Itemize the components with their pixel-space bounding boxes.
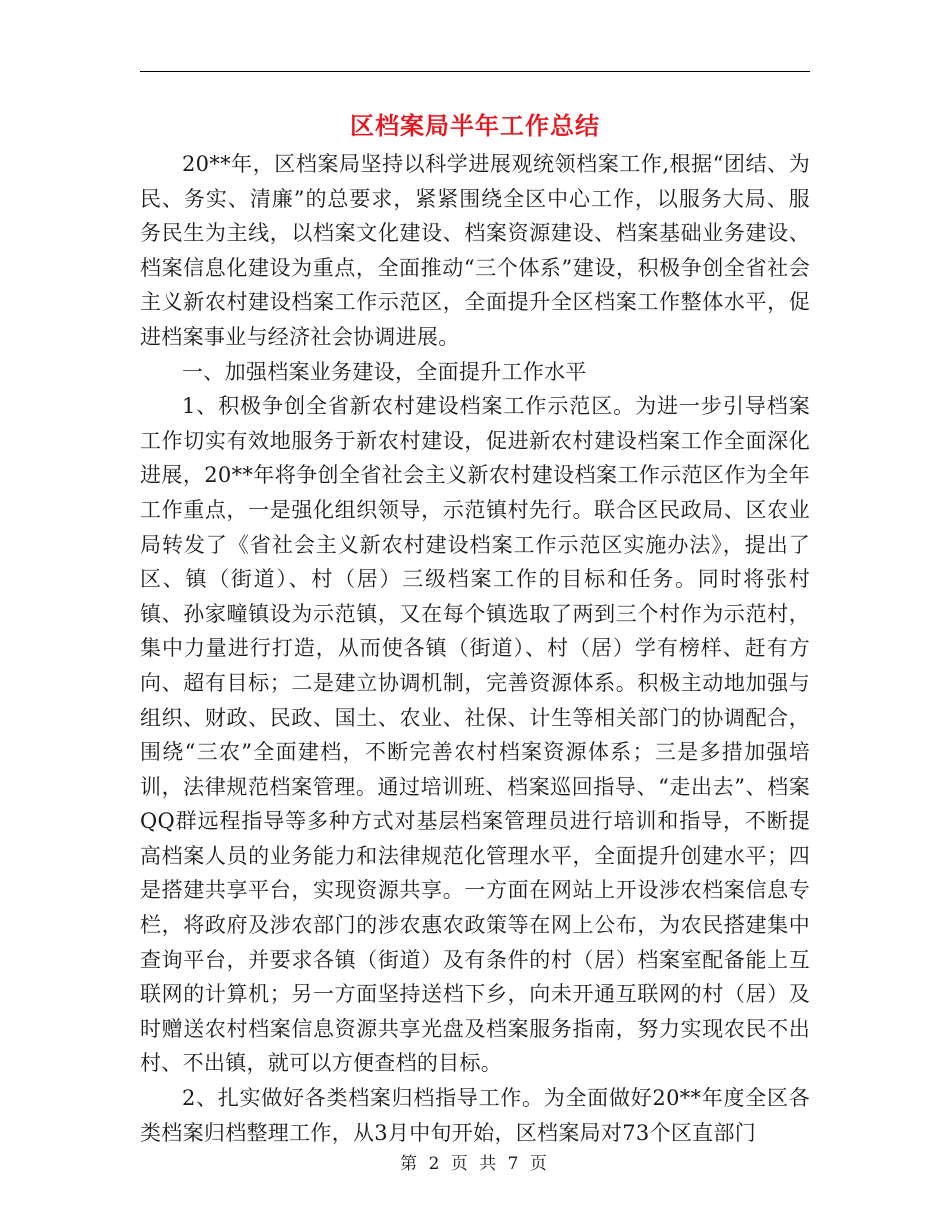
intro-paragraph: 20**年，区档案局坚持以科学进展观统领档案工作,根据“团结、为民、务实、清廉”的总要求，紧紧围绕全区中心工作，以服务大局、服务民生为主线，以档案文化建设、档案资源建设、档案基础业务建设、档案信息化建设为重点，全面推动“三个体系”建设，积极争创全省社会主义新农村建设档案工作示范区，全面提升全区档案工作整体水平，促进档案事业与经济社会协调进展。 (140, 152, 810, 349)
item-paragraph-1: 1、积极争创全省新农村建设档案工作示范区。为进一步引导档案工作切实有效地服务于新农村建设，促进新农村建设档案工作全面深化进展，20**年将争创全省社会主义新农村建设档案工作示范区作为全年工作重点，一是强化组织领导，示范镇村先行。联合区民政局、区农业局转发了《省社会主义新农村建设档案工作示范区实施办法》，提出了区、镇（街道）、村（居）三级档案工作的目标和任务。同时将张村镇、孙家疃镇设为示范镇，又在每个镇选取了两到三个村作为示范村，集中力量进行打造，从而使各镇（街道）、村（居）学有榜样、赶有方向、超有目标；二是建立协调机制，完善资源体系。积极主动地加强与组织、财政、民政、国土、农业、社保、计生等相关部门的协调配合，围绕“三农”全面建档，不断完善农村档案资源体系；三是多措加强培训，法律规范档案管理。通过培训班、档案巡回指导、“走出去”、档案QQ群远程指导等多种方式对基层档案管理员进行培训和指导，不断提高档案人员的业务能力和法律规范化管理水平，全面提升创建水平；四是搭建共享平台，实现资源共享。一方面在网站上开设涉农档案信息专栏，将政府及涉农部门的涉农惠农政策等在网上公布，为农民搭建集中查询平台，并要求各镇（街道）及有条件的村（居）档案室配备能上互联网的计算机；另一方面坚持送档下乡，向未开通互联网的村（居）及时赠送农村档案信息资源共享光盘及档案服务指南，努力实现农民不出村、不出镇，就可以方便查档的目标。 (140, 394, 810, 1076)
document-title: 区档案局半年工作总结 (350, 111, 600, 140)
header-divider (140, 71, 810, 72)
item-paragraph-2: 2、扎实做好各类档案归档指导工作。为全面做好20**年度全区各类档案归档整理工作，从3月中旬开始，区档案局对73个区直部门 (140, 1086, 810, 1145)
document-body (140, 147, 810, 1150)
section-heading-1: 一、加强档案业务建设，全面提升工作水平 (182, 359, 587, 384)
page-number: 第 2 页 共 7 页 (400, 1154, 550, 1174)
